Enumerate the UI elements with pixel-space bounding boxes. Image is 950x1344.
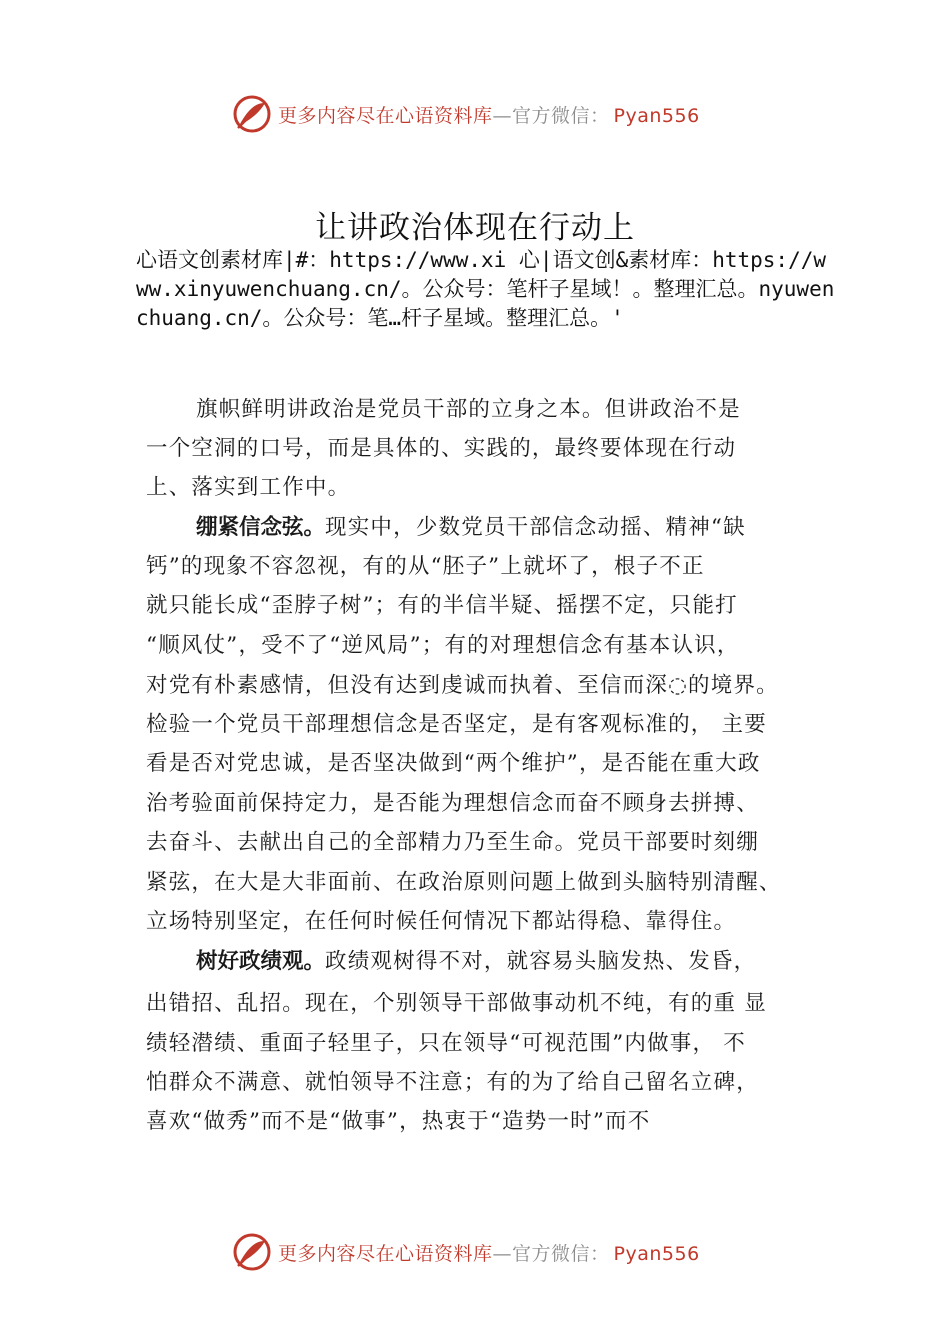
text-line: 立场特别坚定，在任何时候任何情况下都站得稳、靠得住。 xyxy=(146,909,737,934)
section-heading: 绷紧信念弦。 xyxy=(196,515,326,540)
text-line: 检验一个党员干部理想信念是否坚定，是有客观标准的， 主要 xyxy=(146,712,767,737)
text-line: 怕群众不满意、就怕领导不注意；有的为了给自己留名立碑， xyxy=(146,1070,759,1095)
text-line: 看是否对党忠诚，是否坚决做到“两个维护”，是否能在重大政 xyxy=(146,751,761,776)
document-title: 让讲政治体现在行动上 xyxy=(315,210,635,246)
text-line: 就只能长成“歪脖子树”；有的半信半疑、摇摆不定，只能打 xyxy=(146,593,738,618)
banner-text: 更多内容尽在心语资料库—官方微信： Pyan556 xyxy=(278,104,700,127)
header-banner xyxy=(232,94,732,134)
source-note: 心语文创素材库|#：https://www.xi 心|语文创&素材库：https://www.xinyuwenchuang.cn/。公众号：笔杆子星域！。整理汇总。nyuwenchuang.cn/。公众号：笔…杆子星域。整理汇总。' xyxy=(136,248,835,330)
text-line: 紧弦，在大是大非面前、在政治原则问题上做到头脑特别清醒、 xyxy=(146,870,782,895)
section-heading: 树好政绩观。 xyxy=(196,949,326,974)
text-line: 喜欢“做秀”而不是“做事”，热衷于“造势一时”而不 xyxy=(146,1109,651,1134)
text-line: 旗帜鲜明讲政治是党员干部的立身之本。但讲政治不是 xyxy=(196,397,741,422)
text-line: 治考验面前保持定力，是否能为理想信念而奋不顾身去拼搏、 xyxy=(146,791,759,816)
quill-logo-icon xyxy=(232,94,272,134)
text-line: 树好政绩观。政绩观树得不对，就容易头脑发热、发昏， xyxy=(196,949,757,974)
text-line: 一个空洞的口号，而是具体的、实践的，最终要体现在行动 xyxy=(146,436,737,461)
text-line: 去奋斗、去献出自己的全部精力乃至生命。党员干部要时刻绷 xyxy=(146,830,759,855)
text-line: 绷紧信念弦。现实中，少数党员干部信念动摇、精神“缺 xyxy=(196,515,746,540)
text-line: “顺风仗”，受不了“逆风局”；有的对理想信念有基本认识， xyxy=(146,633,740,658)
text-line: 出错招、乱招。现在，个别领导干部做事动机不纯，有的重 显 xyxy=(146,991,767,1016)
text-line: 上、落实到工作中。 xyxy=(146,475,351,500)
text-line: 钙”的现象不容忽视，有的从“胚子”上就坏了，根子不正 xyxy=(146,554,705,579)
text-line: 绩轻潜绩、重面子轻里子，只在领导“可视范围”内做事， 不 xyxy=(146,1031,746,1056)
banner-text: 更多内容尽在心语资料库—官方微信： Pyan556 xyxy=(278,1242,700,1265)
footer-banner xyxy=(232,1232,732,1272)
quill-logo-icon xyxy=(232,1232,272,1272)
text-line: 对党有朴素感情，但没有达到虔诚而执着、至信而深◌的境界。 xyxy=(146,673,779,698)
